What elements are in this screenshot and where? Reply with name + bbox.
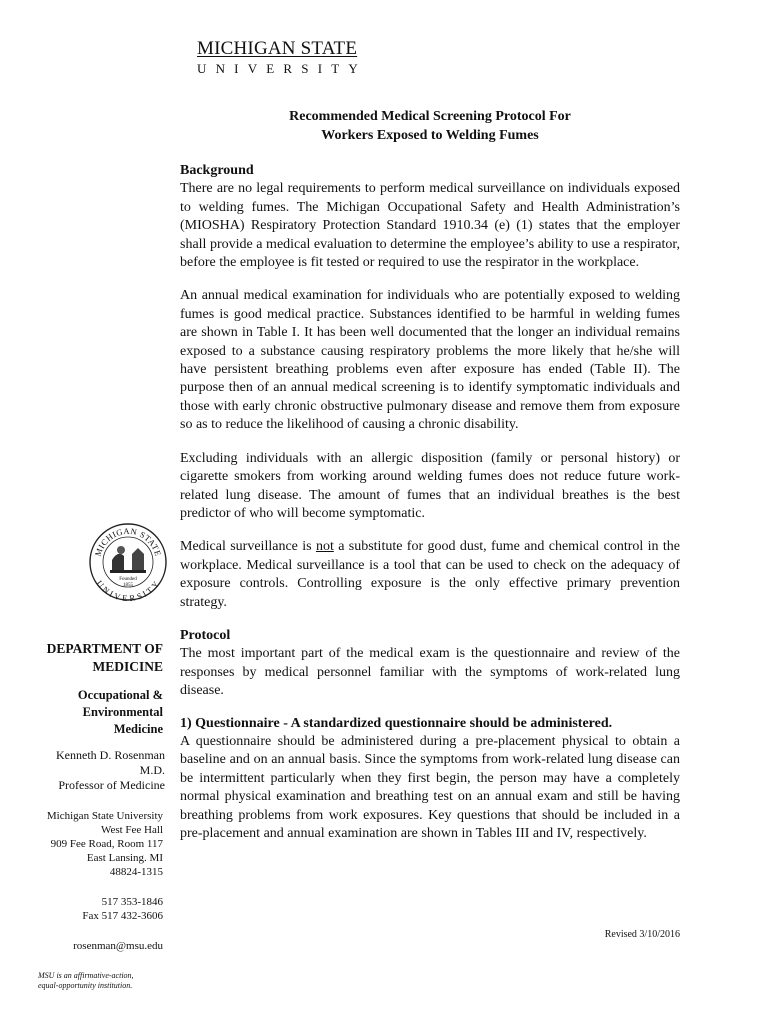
title-line-2: Workers Exposed to Welding Fumes: [321, 128, 539, 143]
contact-person: [28, 748, 165, 793]
background-paragraph-1: There are no legal requirements to perform medical surveillance on individuals exposed to welding fumes. The Michigan Occupational Safety and Health Administration’s (MIOSHA) Respiratory Protection Standard 1910.34 (e) (1) states that the employer shall provide a medical evaluation to determine the employee’s ability to use a respirator, before the employee is fit tested or required to use the respirator in the workplace.: [180, 181, 680, 271]
fax-number: Fax 517 432-3606: [82, 910, 163, 922]
background-paragraph-2: An annual medical examination for individuals who are potentially exposed to welding fumes is good medical practice. Substances identified to be harmful in welding fumes are shown in Table I. It has been well documented that the longer an individual remains exposed to a substance causing respiratory problems the more likely that he/she will have persistent breathing problems even after exposure has ended (Table II). The purpose then of an annual medical screening is to identify symptomatic individuals and those with early chronic obstructive pulmonary disease and remove them from exposure so as to reduce the likelihood of causing a chronic disability.: [180, 288, 680, 433]
eeo-disclaimer: [38, 971, 188, 991]
phone-numbers: [28, 895, 163, 923]
title-line-1: Recommended Medical Screening Protocol For: [289, 109, 571, 124]
phone-number: 517 353-1846: [101, 896, 163, 908]
disclaimer-line-1: MSU is an affirmative-action,: [38, 971, 134, 980]
main-content: [180, 162, 680, 843]
disclaimer-line-2: equal-opportunity institution.: [38, 981, 133, 990]
seal-top-text: MICHIGAN STATE: [92, 525, 164, 558]
division-line-1: Occupational &: [77, 688, 163, 702]
contact-name: Kenneth D. Rosenman M.D.: [56, 748, 165, 777]
background-paragraph-3: Excluding individuals with an allergic disposition (family or personal history) or cigarette smokers from working around welding fumes does not reduce future work-related lung disease. The amount of fumes that an individual breathes is the best predictor of who will become symptomatic.: [180, 450, 680, 521]
revision-date: Revised 3/10/2016: [604, 929, 680, 940]
questionnaire-heading: 1) Questionnaire - A standardized questionnaire should be administered.: [180, 715, 613, 731]
seal-founded: Founded: [119, 577, 137, 582]
p4-text-after: a substitute for good dust, fume and chemical control in the workplace. Medical surveillance is a tool that can be used to check on the adequacy of exposure controls. Controlling exposure is the only effective primary prevention strategy.: [180, 539, 681, 610]
seal-emblem-icon: [110, 546, 146, 573]
p4-underlined-word: not: [315, 539, 334, 555]
document-title: [180, 107, 680, 145]
seal-bottom-text: UNIVERSITY: [94, 578, 162, 604]
university-subtitle: UNIVERSITY: [197, 61, 367, 76]
division-line-2: Environmental: [82, 705, 163, 719]
background-paragraph-4: [180, 538, 680, 612]
contact-role: Professor of Medicine: [58, 778, 165, 792]
university-name: MICHIGAN STATE: [197, 38, 358, 59]
email-address: rosenman@msu.edu: [73, 940, 163, 952]
department-line-1: DEPARTMENT OF: [46, 641, 163, 656]
address-line-4: East Lansing. MI: [86, 852, 163, 864]
address-line-2: West Fee Hall: [100, 824, 163, 836]
address-line-5: 48824-1315: [109, 866, 163, 878]
division-name: [68, 687, 163, 738]
protocol-heading: Protocol: [180, 627, 231, 643]
mailing-address: [28, 809, 163, 879]
background-heading: Background: [180, 163, 254, 178]
protocol-paragraph: The most important part of the medical exam is the questionnaire and review of the responses by medical personnel familiar with the symptoms of work-related lung disease.: [180, 646, 680, 699]
department-name: [28, 640, 163, 675]
division-line-3: Medicine: [113, 722, 163, 736]
sidebar: [28, 640, 163, 953]
department-line-2: MEDICINE: [92, 658, 163, 674]
university-seal: [88, 520, 168, 604]
seal-year: 1855: [123, 583, 133, 588]
questionnaire-paragraph: A questionnaire should be administered during a pre-placement physical to obtain a baseline and on an annual basis. Since the symptoms from work-related lung disease can be intermittent particularly when they first begin, the person may have a completely normal physical examination and breathing test on an annual exam and still be having breathing problems from work exposures. Key questions that should be included in a pre-placement and annual examination are shown in Tables III and IV, respectively.: [180, 733, 680, 841]
address-line-3: 909 Fee Road, Room 117: [50, 838, 163, 850]
p4-text-before: Medical surveillance is: [180, 539, 316, 555]
address-line-1: Michigan State University: [46, 810, 163, 822]
